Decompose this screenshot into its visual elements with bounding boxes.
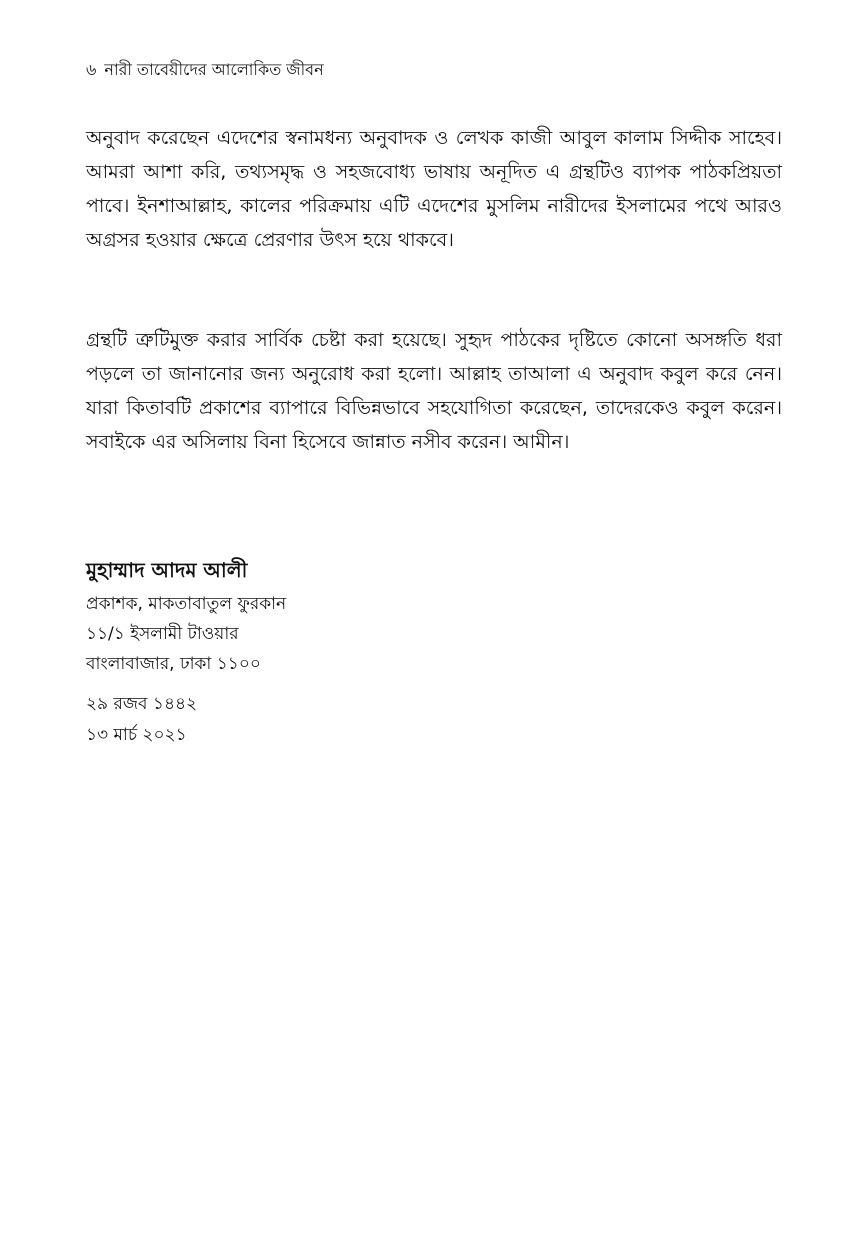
signer-name: মুহাম্মাদ আদম আলী <box>86 558 248 582</box>
address-line-1: ১১/১ ইসলামী টাওয়ার <box>86 624 239 644</box>
signature-block <box>86 555 286 679</box>
body-paragraph-1: অনুবাদ করেছেন এদেশের স্বনামধন্য অনুবাদক ও লেখক কাজী আবুল কালাম সিদ্দীক সাহেব। আমরা আশা করি, তথ্যসমৃদ্ধ ও সহজবোধ্য ভাষায় অনূদিত এ গ্রন্থটিও ব্যাপক পাঠকপ্রিয়তা পাবে। ইনশাআল্লাহ, কালের পরিক্রমায় এটি এদেশের মুসলিম নারীদের ইসলামের পথে আরও অগ্রসর হওয়ার ক্ষেত্রে প্রেরণার উৎস হয়ে থাকবে। <box>86 127 782 251</box>
date-block <box>86 689 197 751</box>
page-number: ৬ <box>86 60 97 79</box>
body-paragraph-2: গ্রন্থটি ত্রুটিমুক্ত করার সার্বিক চেষ্টা করা হয়েছে। সুহৃদ পাঠকের দৃষ্টিতে কোনো অসঙ্গতি ধরা পড়লে তা জানানোর জন্য অনুরোধ করা হলো। আল্লাহ তাআলা এ অনুবাদ কবুল করে নেন। যারা কিতাবটি প্রকাশের ব্যাপারে বিভিন্নভাবে সহযোগিতা করেছেন, তাদেরকেও কবুল করেন। সবাইকে এর অসিলায় বিনা হিসেবে জান্নাত নসীব করেন। আমীন। <box>86 329 782 453</box>
book-title: নারী তাবেয়ীদের আলোকিত জীবন <box>104 60 324 79</box>
signer-role: প্রকাশক, মাকতাবাতুল ফুরকান <box>86 594 287 614</box>
hijri-date: ২৯ রজব ১৪৪২ <box>86 694 198 714</box>
address-line-2: বাংলাবাজার, ঢাকা ১১০০ <box>86 654 261 674</box>
running-header <box>86 60 324 80</box>
gregorian-date: ১৩ মার্চ ২০২১ <box>86 725 187 745</box>
